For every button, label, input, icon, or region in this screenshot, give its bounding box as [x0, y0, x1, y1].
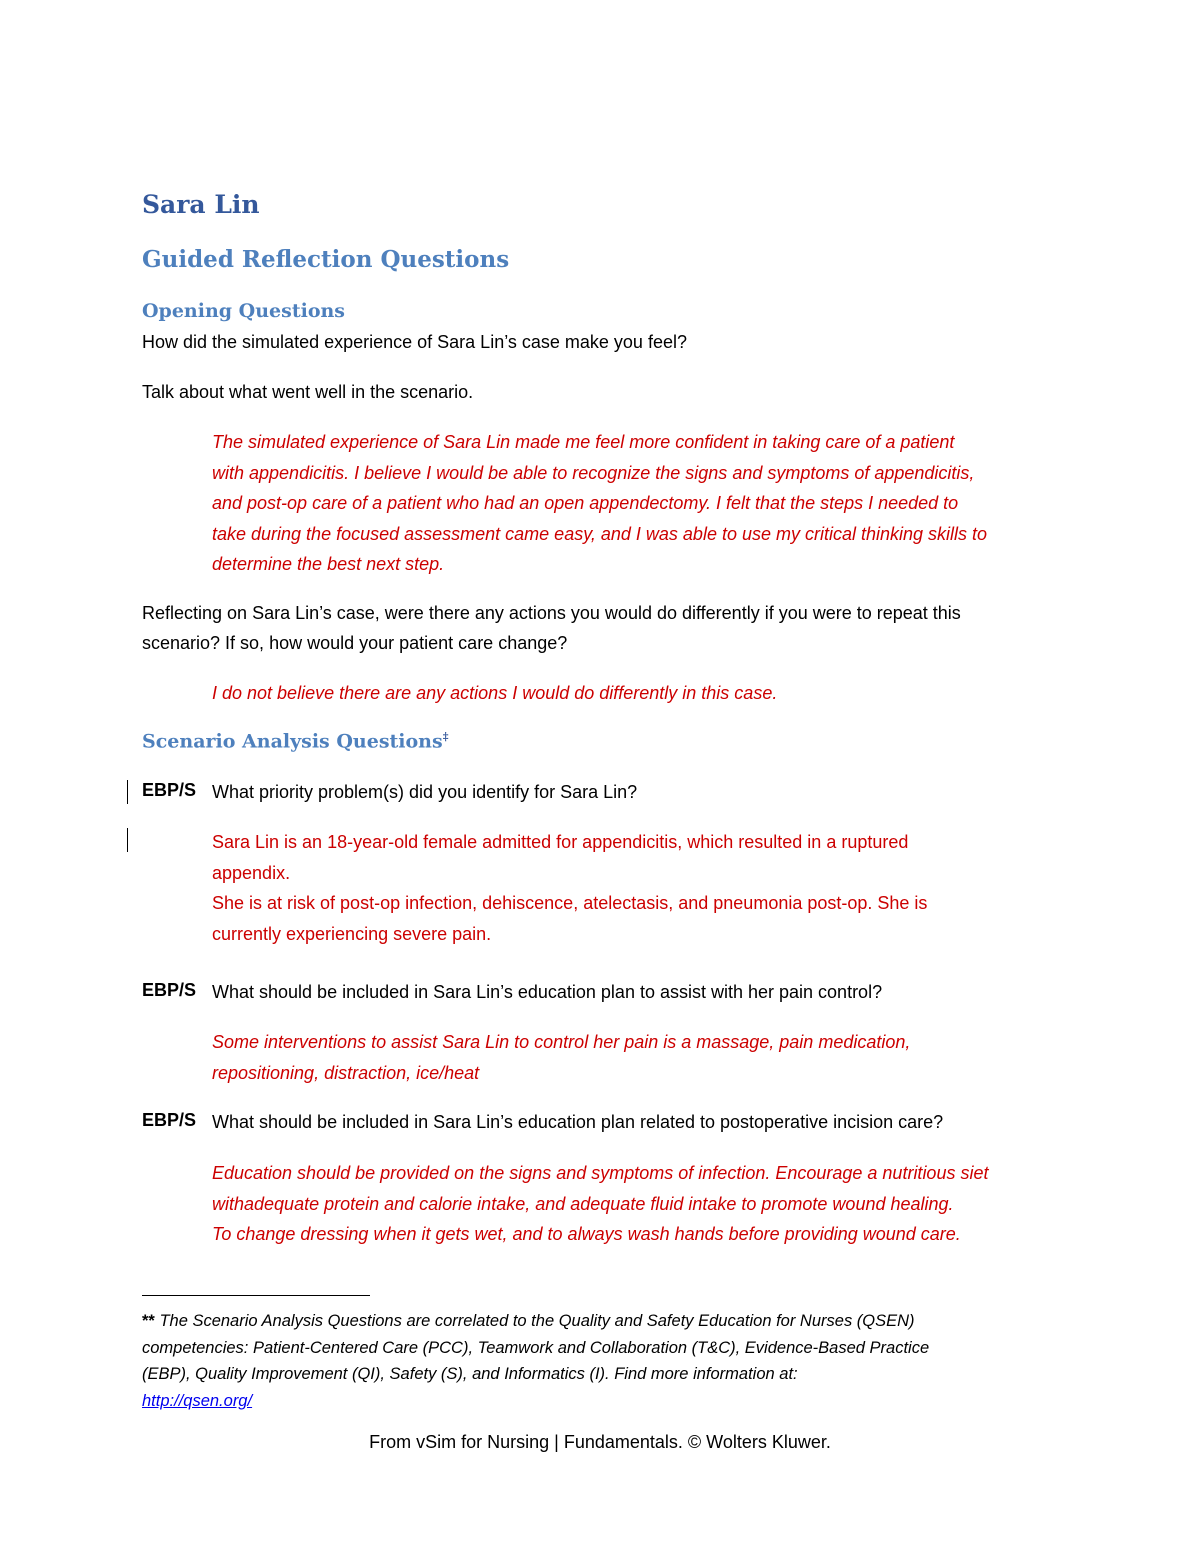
answer-priority — [212, 827, 927, 949]
opening-question-went-well: Talk about what went well in the scenario. — [142, 382, 474, 402]
analysis-question-pain: What should be included in Sara Lin’s education plan to assist with her pain control? — [212, 982, 883, 1002]
footnote-separator — [142, 1295, 370, 1296]
footnote-line — [142, 1308, 1062, 1335]
footnote-marker: ** — [142, 1312, 155, 1330]
footnote — [142, 1308, 1062, 1414]
footnote-line — [142, 1388, 1062, 1415]
answer-line: Education should be provided on the signs and symptoms of infection. Encourage a nutritious siet — [212, 1163, 989, 1183]
answer-line: determine the best next step. — [212, 554, 445, 574]
answer-line: The simulated experience of Sara Lin made me feel more confident in taking care of a patient — [212, 432, 955, 452]
footnote-line: (EBP), Quality Improvement (QI), Safety (S), and Informatics (I). Find more information at: — [142, 1365, 798, 1383]
footnote-reference-marker: ‡ — [442, 730, 449, 743]
scenario-analysis-heading-text: Scenario Analysis Questions — [142, 730, 443, 753]
revision-change-bar — [127, 828, 128, 852]
answer-line: Sara Lin is an 18-year-old female admitted for appendicitis, which resulted in a ruptured — [212, 832, 909, 852]
analysis-question-priority: What priority problem(s) did you identify for Sara Lin? — [212, 782, 638, 802]
footnote-line: competencies: Patient-Centered Care (PCC), Teamwork and Collaboration (T&C), Evidence-Based Practice — [142, 1338, 930, 1357]
scenario-analysis-heading — [142, 730, 448, 752]
answer-line: She is at risk of post-op infection, dehiscence, atelectasis, and pneumonia post-op. She is — [212, 893, 928, 913]
answer-line: Some interventions to assist Sara Lin to control her pain is a massage, pain medication, — [212, 1032, 911, 1052]
answer-line: take during the focused assessment came easy, and I was able to use my critical thinking skills to — [212, 523, 988, 544]
answer-differently: I do not believe there are any actions I would do differently in this case. — [212, 683, 778, 703]
document-title: Sara Lin — [142, 190, 260, 219]
qsen-code-label: EBP/S — [142, 980, 197, 1000]
answer-line: currently experiencing severe pain. — [212, 923, 492, 944]
question-line: scenario? If so, how would your patient care change? — [142, 633, 568, 653]
answer-went-well — [212, 427, 987, 580]
opening-questions-heading: Opening Questions — [142, 300, 345, 322]
answer-pain — [212, 1027, 910, 1088]
opening-question-differently — [142, 598, 961, 658]
qsen-link[interactable]: http://qsen.org/ — [142, 1391, 253, 1410]
answer-incision — [212, 1158, 988, 1250]
qsen-code-label: EBP/S — [142, 1110, 197, 1130]
answer-line: appendix. — [212, 862, 291, 883]
opening-question-feel: How did the simulated experience of Sara Lin’s case make you feel? — [142, 332, 687, 352]
page-footer: From vSim for Nursing | Fundamentals. © Wolters Kluwer. — [369, 1432, 831, 1452]
revision-change-bar — [127, 780, 128, 804]
answer-line: To change dressing when it gets wet, and to always wash hands before providing wound care. — [212, 1224, 961, 1244]
answer-line: and post-op care of a patient who had an open appendectomy. I felt that the steps I needed to — [212, 493, 959, 513]
answer-line: repositioning, distraction, ice/heat — [212, 1062, 480, 1083]
document-subtitle: Guided Reflection Questions — [142, 246, 510, 273]
analysis-question-incision: What should be included in Sara Lin’s education plan related to postoperative incision care? — [212, 1112, 944, 1132]
qsen-code-label: EBP/S — [142, 780, 197, 800]
answer-line: with appendicitis. I believe I would be able to recognize the signs and symptoms of appendicitis, — [212, 462, 975, 483]
answer-line: withadequate protein and calorie intake, and adequate fluid intake to promote wound healing. — [212, 1193, 954, 1214]
footnote-text: The Scenario Analysis Questions are correlated to the Quality and Safety Education for Nurses (QSEN) — [159, 1312, 915, 1330]
question-line: Reflecting on Sara Lin’s case, were there any actions you would do differently if you were to repeat this — [142, 603, 961, 623]
